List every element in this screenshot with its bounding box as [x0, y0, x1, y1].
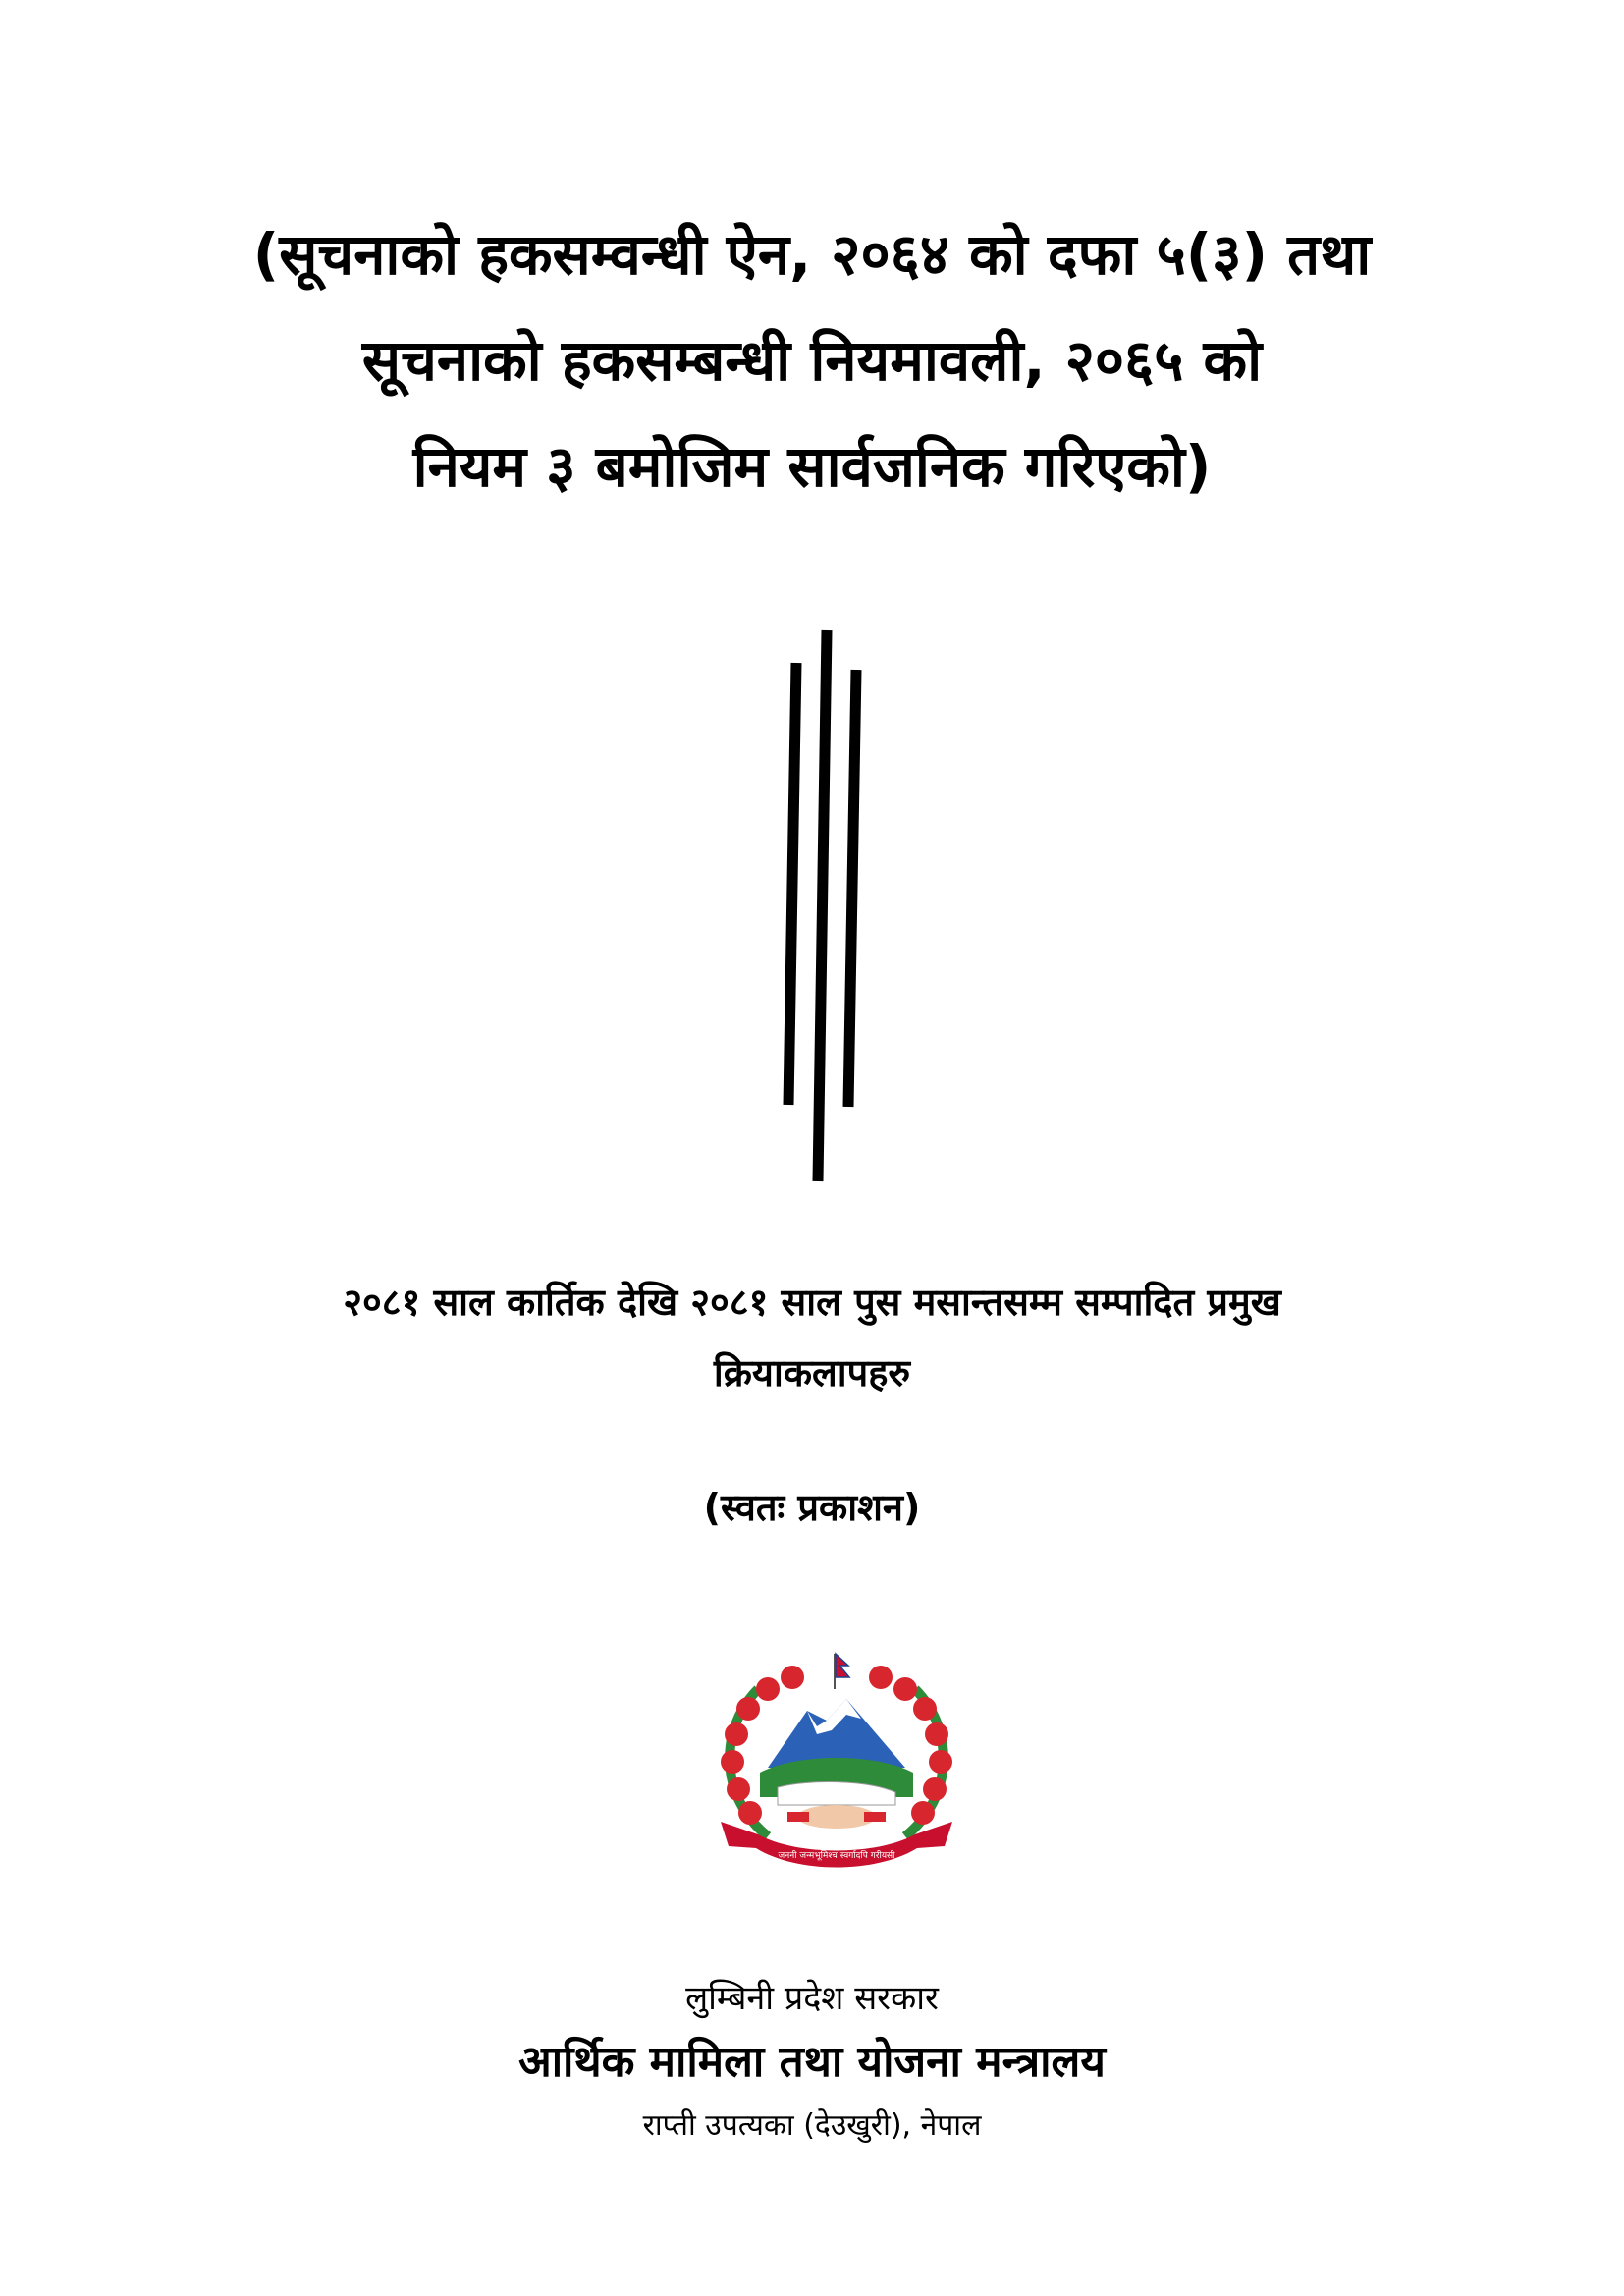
subtitle-line-2: क्रियाकलापहरु — [713, 1351, 911, 1394]
report-period-subtitle — [98, 1267, 1526, 1408]
decorative-vertical-bars — [746, 619, 884, 1188]
emblem-ribbon-motto: जननी जन्मभूमिश्च स्वर्गादपि गरीयसी — [778, 1851, 895, 1861]
document-title — [98, 201, 1526, 519]
publisher-info — [98, 1969, 1526, 2156]
title-line-3: नियम ३ बमोजिम सार्वजनिक गरिएको) — [412, 433, 1212, 500]
vertical-bar-center — [818, 630, 827, 1181]
title-line-2: सूचनाको हकसम्बन्धी नियमावली, २०६५ को — [361, 327, 1263, 394]
vertical-bar-right — [848, 670, 856, 1107]
subtitle-line-1: २०८१ साल कार्तिक देखि २०८१ साल पुस मसान्तसम्म सम्पादित प्रमुख — [343, 1281, 1281, 1324]
government-name: लुम्बिनी प्रदेश सरकार — [685, 1979, 939, 2018]
publication-type-label: (स्वतः प्रकाशन) — [703, 1486, 921, 1529]
ministry-name: आर्थिक मामिला तथा योजना मन्त्रालय — [518, 2037, 1106, 2087]
vertical-bar-left — [788, 663, 796, 1105]
nepal-government-emblem-icon — [699, 1650, 974, 1876]
title-line-1: (सूचनाको हकसम्वन्धी ऐन, २०६४ को दफा ५(३) तथा — [252, 221, 1372, 288]
ministry-address: राप्ती उपत्यका (देउखुरी), नेपाल — [642, 2108, 982, 2143]
